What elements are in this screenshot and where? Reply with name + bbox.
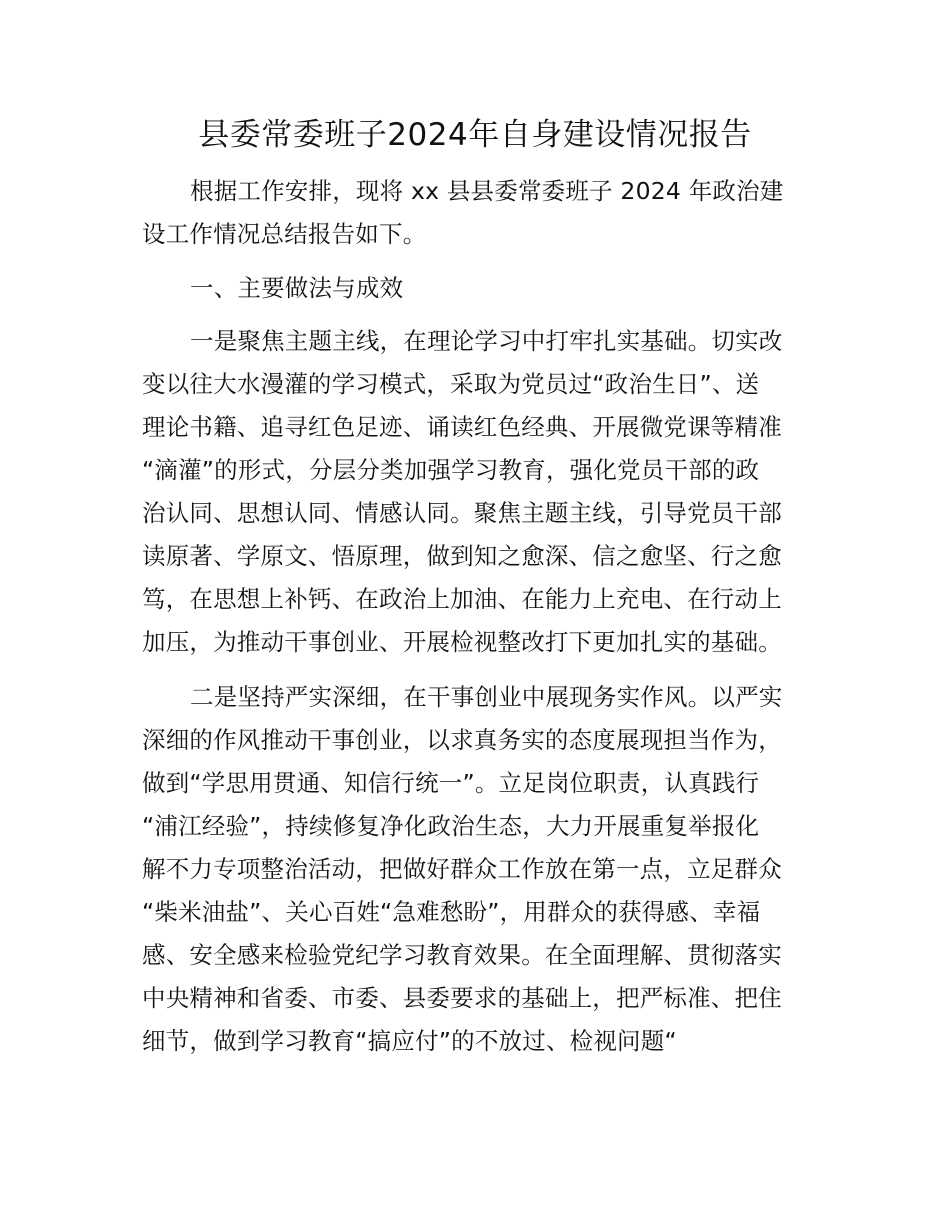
- text-line: 解不力专项整治活动，把做好群众工作放在第一点，立足群众: [142, 855, 782, 883]
- text-line: 设工作情况总结报告如下。: [142, 220, 427, 248]
- text-line: “滴灌”的形式，分层分类加强学习教育，强化党员干部的政: [142, 456, 760, 484]
- text-line: 做到“学思用贯通、知信行统一”。立足岗位职责，认真践行: [142, 769, 760, 797]
- text-line: 根据工作安排，现将 xx 县县委常委班子 2024 年政治建: [190, 177, 784, 205]
- text-line: 加压，为推动干事创业、开展检视整改打下更加扎实的基础。: [142, 628, 782, 656]
- text-line: 变以往大水漫灌的学习模式，采取为党员过“政治生日”、送: [142, 370, 760, 398]
- text-line: 读原著、学原文、悟原理，做到知之愈深、信之愈坚、行之愈: [142, 542, 782, 570]
- text-line: 笃，在思想上补钙、在政治上加油、在能力上充电、在行动上: [142, 585, 782, 613]
- text-line: 深细的作风推动干事创业，以求真务实的态度展现担当作为，: [142, 726, 782, 754]
- text-line: 一是聚焦主题主线，在理论学习中打牢扎实基础。切实改: [190, 327, 783, 355]
- text-line: 感、安全感来检验党纪学习教育效果。在全面理解、贯彻落实: [142, 941, 782, 969]
- section-heading-text: 一、主要做法与成效: [190, 274, 404, 302]
- text-line: 中央精神和省委、市委、县委要求的基础上，把严标准、把住: [142, 984, 782, 1012]
- text-line: 治认同、思想认同、情感认同。聚焦主题主线，引导党员干部: [142, 499, 782, 527]
- text-line: 二是坚持严实深细，在干事创业中展现务实作风。以严实: [190, 683, 783, 711]
- text-line: “柴米油盐”、关心百姓“急难愁盼”，用群众的获得感、幸福: [142, 898, 761, 926]
- document-title: 县委常委班子2024年自身建设情况报告: [198, 117, 752, 153]
- text-line: 细节，做到学习教育“搞应付”的不放过、检视问题“: [142, 1027, 677, 1055]
- text-line: 理论书籍、追寻红色足迹、诵读红色经典、开展微党课等精准: [142, 413, 782, 441]
- text-line: “浦江经验”，持续修复净化政治生态，大力开展重复举报化: [142, 812, 760, 840]
